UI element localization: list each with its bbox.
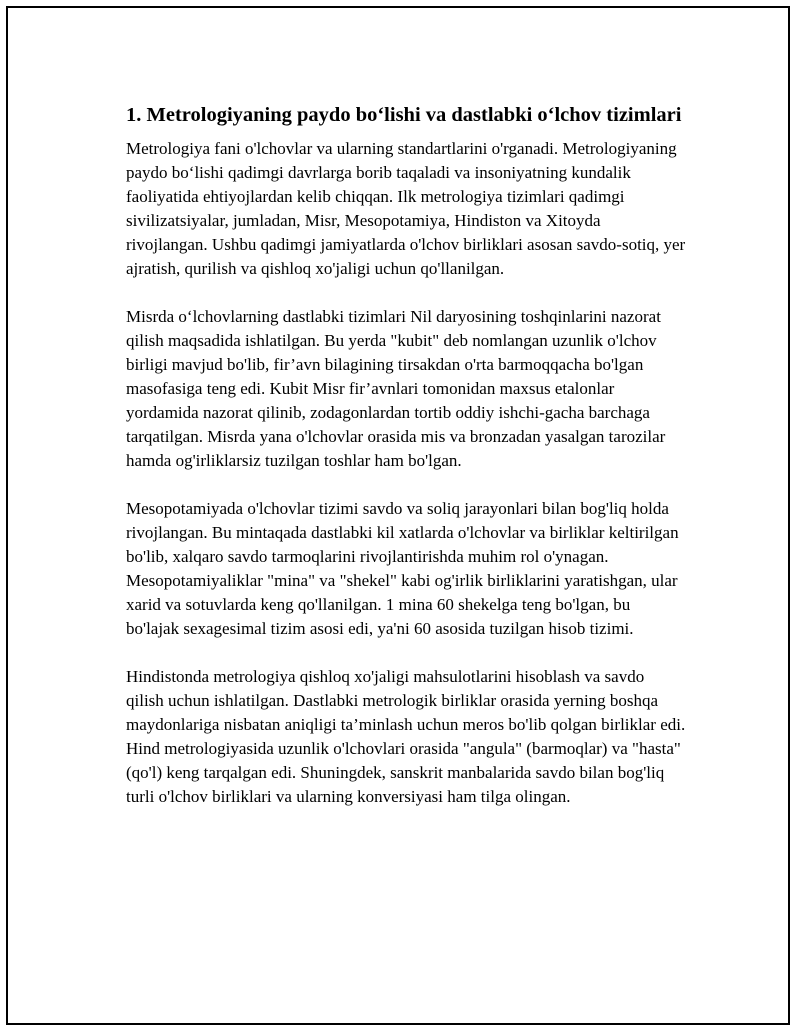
section-title: 1. Metrologiyaning paydo boʻlishi va dastlabki oʻlchov tizimlari bbox=[126, 104, 682, 126]
paragraph-egypt: Misrda oʻlchovlarning dastlabki tizimlari Nil daryosining toshqinlarini nazorat qilish maqsadida ishlatilgan. Bu yerda "kubit" deb nomlangan uzunlik o'lchov birligi mavjud bo'lib, fir’avn bilagining tirsakdan o'rta barmoqqacha bo'lgan masofasiga teng edi. Kubit Misr fir’avnlari tomonidan maxsus etalonlar yordamida nazorat qilinib, zodagonlardan tortib oddiy ishchi-gacha barchaga tarqatilgan. Misrda yana o'lchovlar orasida mis va bronzadan yasalgan tarozilar hamda og'irliklarsiz tuzilgan toshlar ham bo'lgan. bbox=[126, 307, 666, 470]
paragraph-india: Hindistonda metrologiya qishloq xo'jaligi mahsulotlarini hisoblash va savdo qilish uchun ishlatilgan. Dastlabki metrologik birliklar orasida yerning boshqa maydonlariga nisbatan aniqligi ta’minlash uchun meros bo'lib qolgan birliklar edi. Hind metrologiyasida uzunlik o'lchovlari orasida "angula" (barmoqlar) va "hasta" (qo'l) keng tarqalgan edi. Shuningdek, sanskrit manbalarida savdo bilan bog'liq turli o'lchov birliklari va ularning konversiyasi ham tilga olingan. bbox=[126, 667, 686, 806]
document-body bbox=[126, 101, 686, 833]
paragraph-intro: Metrologiya fani o'lchovlar va ularning standartlarini o'rganadi. Metrologiyaning paydo boʻlishi qadimgi davrlarga borib taqaladi va insoniyatning kundalik faoliyatida ehtiyojlardan kelib chiqqan. Ilk metrologiya tizimlari qadimgi sivilizatsiyalar, jumladan, Misr, Mesopotamiya, Hindiston va Xitoyda rivojlangan. Ushbu qadimgi jamiyatlarda o'lchov birliklari asosan savdo-sotiq, yer ajratish, qurilish va qishloq xo'jaligi uchun qo'llanilgan. bbox=[126, 139, 686, 278]
paragraph-mesopotamia: Mesopotamiyada o'lchovlar tizimi savdo va soliq jarayonlari bilan bog'liq holda rivojlangan. Bu mintaqada dastlabki kil xatlarda o'lchovlar va birliklar keltirilgan bo'lib, xalqaro savdo tarmoqlarini rivojlantirishda muhim rol o'ynagan. Mesopotamiyaliklar "mina" va "shekel" kabi og'irlik birliklarini yaratishgan, ular xarid va sotuvlarda keng qo'llanilgan. 1 mina 60 shekelga teng bo'lgan, bu bo'lajak sexagesimal tizim asosi edi, ya'ni 60 asosida tuzilgan hisob tizimi. bbox=[126, 499, 679, 638]
page-frame bbox=[6, 6, 790, 1025]
